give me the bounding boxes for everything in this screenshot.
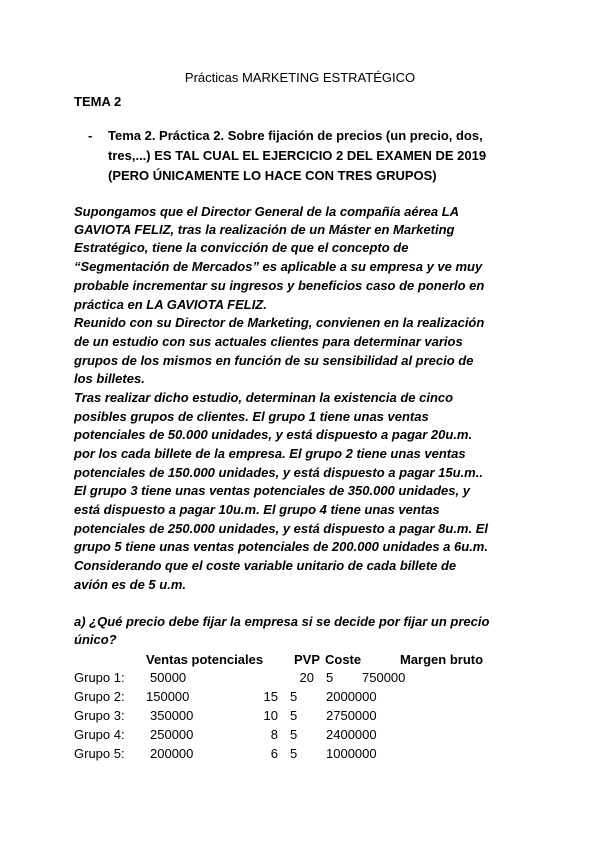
table-cell-coste: 5 bbox=[290, 708, 298, 723]
bullet-line: (PERO ÚNICAMENTE LO HACE CON TRES GRUPOS) bbox=[108, 168, 437, 183]
body-line: por los cada billete de la empresa. El grupo 2 tiene unas ventas bbox=[74, 446, 466, 461]
table-cell-pvp: 10 bbox=[263, 708, 278, 723]
question-line: a) ¿Qué precio debe fijar la empresa si se decide por fijar un precio bbox=[74, 614, 490, 629]
table-cell-margen: 1000000 bbox=[326, 746, 377, 761]
table-cell-ventas: 350000 bbox=[150, 708, 194, 723]
table-row-label: Grupo 4: bbox=[74, 727, 125, 742]
table-header-pvp: PVP bbox=[294, 652, 321, 667]
body-line: está dispuesto a pagar 10u.m. El grupo 4 tiene unas ventas bbox=[74, 502, 440, 517]
document-title: Prácticas MARKETING ESTRATÉGICO bbox=[184, 70, 416, 85]
body-line: avión es de 5 u.m. bbox=[74, 577, 186, 592]
table-cell-margen: 750000 bbox=[362, 670, 406, 685]
table-row-label: Grupo 2: bbox=[74, 689, 125, 704]
body-line: “Segmentación de Mercados” es aplicable a su empresa y ve muy bbox=[74, 259, 483, 274]
bullet-line: Tema 2. Práctica 2. Sobre fijación de precios (un precio, dos, bbox=[108, 128, 483, 143]
table-row-label: Grupo 3: bbox=[74, 708, 125, 723]
table-header-coste: Coste bbox=[325, 652, 362, 667]
table-row-label: Grupo 5: bbox=[74, 746, 125, 761]
body-line: Tras realizar dicho estudio, determinan la existencia de cinco bbox=[74, 390, 454, 405]
table-cell-ventas: 150000 bbox=[146, 689, 190, 704]
bullet-dash: - bbox=[88, 128, 93, 143]
table-cell-pvp: 6 bbox=[270, 746, 278, 761]
body-line: grupo 5 tiene unas ventas potenciales de 200.000 unidades a 6u.m. bbox=[74, 539, 488, 554]
question-line: único? bbox=[74, 632, 117, 647]
table-cell-pvp: 20 bbox=[299, 670, 314, 685]
body-line: Reunido con su Director de Marketing, convienen en la realización bbox=[74, 315, 485, 330]
table-cell-ventas: 200000 bbox=[150, 746, 194, 761]
body-line: de un estudio con sus actuales clientes para determinar varios bbox=[74, 334, 463, 349]
table-cell-margen: 2400000 bbox=[326, 727, 377, 742]
body-line: potenciales de 50.000 unidades, y está dispuesto a pagar 20u.m. bbox=[74, 427, 473, 442]
body-line: posibles grupos de clientes. El grupo 1 tiene unas ventas bbox=[74, 409, 429, 424]
table-cell-ventas: 250000 bbox=[150, 727, 194, 742]
section-heading: TEMA 2 bbox=[74, 94, 122, 109]
body-line: Supongamos que el Director General de la compañía aérea LA bbox=[74, 204, 460, 219]
table-cell-margen: 2000000 bbox=[326, 689, 377, 704]
table-header-ventas: Ventas potenciales bbox=[146, 652, 264, 667]
table-cell-coste: 5 bbox=[290, 727, 298, 742]
body-line: potenciales de 250.000 unidades, y está dispuesto a pagar 8u.m. El bbox=[74, 521, 488, 536]
bullet-line: tres,...) ES TAL CUAL EL EJERCICIO 2 DEL EXAMEN DE 2019 bbox=[108, 148, 487, 163]
table-cell-pvp: 15 bbox=[263, 689, 278, 704]
body-line: GAVIOTA FELIZ, tras la realización de un Máster en Marketing bbox=[74, 222, 455, 237]
body-line: grupos de los mismos en función de su sensibilidad al precio de bbox=[74, 353, 474, 368]
body-line: El grupo 3 tiene unas ventas potenciales de 350.000 unidades, y bbox=[74, 483, 470, 498]
body-line: Considerando que el coste variable unitario de cada billete de bbox=[74, 558, 457, 573]
table-cell-ventas: 50000 bbox=[150, 670, 187, 685]
table-cell-pvp: 8 bbox=[270, 727, 278, 742]
table-cell-coste: 5 bbox=[326, 670, 334, 685]
table-row-label: Grupo 1: bbox=[74, 670, 125, 685]
body-line: los billetes. bbox=[74, 371, 145, 386]
body-line: Estratégico, tiene la convicción de que el concepto de bbox=[74, 240, 409, 255]
body-line: práctica en LA GAVIOTA FELIZ. bbox=[74, 297, 267, 312]
body-line: probable incrementar su ingresos y beneficios caso de ponerlo en bbox=[74, 278, 485, 293]
table-cell-margen: 2750000 bbox=[326, 708, 377, 723]
table-header-margen: Margen bruto bbox=[400, 652, 484, 667]
table-cell-coste: 5 bbox=[290, 689, 298, 704]
body-line: potenciales de 150.000 unidades, y está dispuesto a pagar 15u.m.. bbox=[74, 465, 483, 480]
table-cell-coste: 5 bbox=[290, 746, 298, 761]
